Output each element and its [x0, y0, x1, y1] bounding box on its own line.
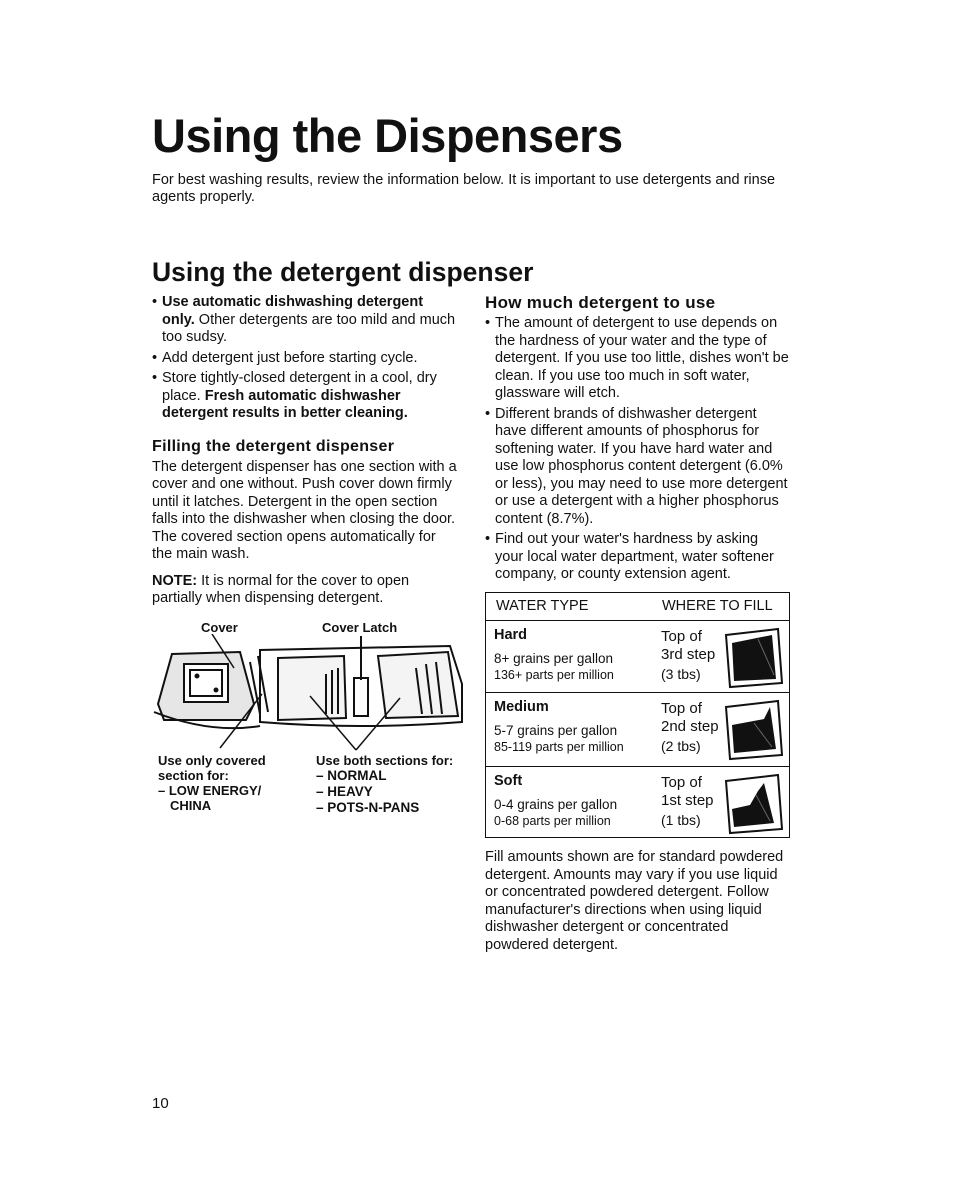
fill-line-2: 3rd step: [661, 646, 716, 663]
detergent-cup-low-icon: [724, 773, 784, 835]
fill-line-1: Top of: [661, 774, 702, 791]
figure-label-cover: Cover: [201, 620, 238, 635]
water-type: Soft: [494, 773, 523, 789]
note-text: It is normal for the cover to open partially when dispensing detergent.: [152, 572, 410, 606]
fill-line-2: 1st step: [661, 792, 714, 809]
left-bullet-list: [152, 294, 457, 423]
right-column: [485, 293, 790, 587]
filling-text: The detergent dispenser has one section with a cover and one without. Push cover down firmly until it latches. Detergent in the open section falls into the dishwasher when closing the door. The covered section opens automatically for the main wash.: [152, 458, 457, 562]
table-header: [486, 593, 789, 621]
water-type: Hard: [494, 627, 528, 643]
caption-line: – LOW ENERGY/: [158, 783, 262, 798]
col-header-water-type: WATER TYPE: [496, 598, 589, 614]
bullet-bold: Fresh automatic dishwasher detergent results in better cleaning.: [162, 387, 408, 421]
col-header-where-to-fill: WHERE TO FILL: [662, 598, 773, 614]
after-table-text: Fill amounts shown are for standard powdered detergent. Amounts may vary if you use liquid or concentrated powdered detergent. Follow manufacturer's directions when using liquid dishwasher detergent or concentrated powdered detergent.: [485, 849, 784, 953]
water-hardness-table: [485, 592, 790, 838]
fill-line-3: (2 tbs): [661, 738, 701, 754]
table-row: [486, 621, 789, 693]
left-column: [152, 294, 457, 608]
caption-line: Use only covered: [158, 753, 266, 768]
caption-line: – POTS-N-PANS: [316, 800, 420, 815]
fill-line-3: (1 tbs): [661, 812, 701, 828]
fill-line-2: 2nd step: [661, 718, 719, 735]
list-item: • Different brands of dishwasher detergent have different amounts of phosphorus for softening water. If you have hard water and use low phosphorus content detergent (6.0% or less), you may need to use more detergent or use a detergent with a higher phosphorus content (8.7%).: [485, 406, 790, 529]
water-type: Medium: [494, 699, 549, 715]
list-item: • Find out your water's hardness by asking your local water department, water softener company, or county extension agent.: [485, 531, 790, 584]
detergent-cup-full-icon: [724, 627, 784, 689]
bullet-text: Add detergent just before starting cycle.: [162, 349, 418, 366]
grains: 5-7 grains per gallon: [494, 723, 618, 738]
ppm: 0-68 parts per million: [494, 814, 611, 828]
note-label: NOTE:: [152, 572, 198, 589]
list-item: [152, 350, 457, 368]
fill-line-3: (3 tbs): [661, 666, 701, 682]
bullet-text: Other detergents are too mild and much too sudsy.: [162, 311, 456, 345]
table-row: [486, 693, 789, 767]
bullet-text: Store tightly-closed detergent in a cool, dry place.: [162, 370, 437, 404]
caption-line: Use both sections for:: [316, 753, 454, 768]
page-number: 10: [152, 1095, 169, 1112]
table-row: [486, 767, 789, 837]
list-item: [152, 370, 457, 423]
ppm: 85-119 parts per million: [494, 740, 624, 754]
list-item: • The amount of detergent to use depends on the hardness of your water and the type of detergent. If you use too little, dishes won't be clean. If you use too much in soft water, glassware will etch.: [485, 315, 790, 403]
caption-line: – HEAVY: [316, 784, 373, 799]
caption-line: – NORMAL: [316, 768, 387, 783]
how-much-heading: How much detergent to use: [485, 293, 716, 312]
detergent-cup-medium-icon: [724, 699, 784, 761]
section-title: Using the detergent dispenser: [152, 257, 534, 287]
fill-line-1: Top of: [661, 700, 702, 717]
figure-caption-covered: [158, 753, 308, 813]
grains: 0-4 grains per gallon: [494, 797, 618, 812]
fill-line-1: Top of: [661, 628, 702, 645]
bullet-bold: Use automatic dishwashing detergent only.: [162, 294, 424, 328]
caption-line: section for:: [158, 768, 229, 783]
grains: 8+ grains per gallon: [494, 651, 613, 666]
note-paragraph: [152, 573, 457, 608]
filling-heading: Filling the detergent dispenser: [152, 437, 395, 455]
dispenser-illustration: [150, 634, 465, 754]
intro-text: For best washing results, review the information below. It is important to use detergents and rinse agents properly.: [152, 172, 776, 205]
figure-label-cover-latch: Cover Latch: [322, 620, 398, 635]
right-bullet-list: [485, 315, 790, 584]
figure-caption-both: [316, 753, 476, 816]
list-item: [152, 294, 457, 347]
ppm: 136+ parts per million: [494, 668, 614, 682]
page-title: Using the Dispensers: [152, 109, 623, 162]
caption-line: CHINA: [170, 798, 212, 813]
